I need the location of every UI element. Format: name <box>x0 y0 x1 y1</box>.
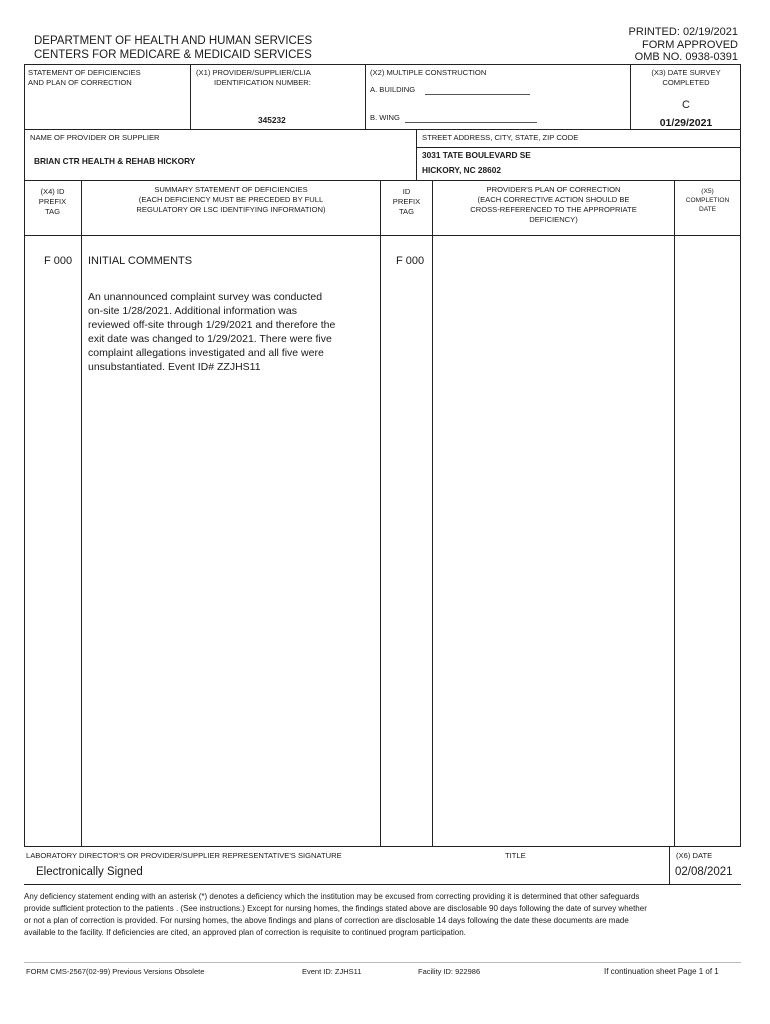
footer-form-number: FORM CMS-2567(02-99) Previous Versions Obsolete <box>26 967 205 976</box>
provider-name: BRIAN CTR HEALTH & REHAB HICKORY <box>34 156 196 166</box>
x3-label: (X3) DATE SURVEY COMPLETED <box>651 68 721 87</box>
agency-line-2: CENTERS FOR MEDICARE & MEDICAID SERVICES <box>34 49 312 61</box>
agency-line-1: DEPARTMENT OF HEALTH AND HUMAN SERVICES <box>34 35 313 47</box>
footer-event-id: Event ID: ZJHS11 <box>302 967 362 976</box>
survey-completed-date: 01/29/2021 <box>659 117 713 129</box>
col-divider-2 <box>380 180 381 846</box>
date-label: (X6) DATE <box>676 851 713 860</box>
row2-bottom-line <box>24 180 741 181</box>
id-prefix-header: ID PREFIX TAG <box>392 187 421 216</box>
form-approved: FORM APPROVED <box>642 38 738 51</box>
omb-number: OMB NO. 0938-0391 <box>634 51 738 63</box>
provider-name-label: NAME OF PROVIDER OR SUPPLIER <box>30 133 160 142</box>
building-label: A. BUILDING <box>370 85 416 94</box>
row1-divider-2 <box>365 64 366 129</box>
entry-prefix-right: F 000 <box>396 255 425 267</box>
form-meta <box>629 26 738 64</box>
frame-top-line <box>24 64 741 65</box>
col-divider-1 <box>81 180 82 846</box>
entry-text: An unannounced complaint survey was conducted on-site 1/28/2021. Additional information was reviewed off-site through 1/29/2021 and therefore the exit date was changed to 1/29/2021. There were five complaint allegations investigated and all five were unsubstantiated. Event ID# ZZJHS11 <box>88 291 336 373</box>
signature-label: LABORATORY DIRECTOR'S OR PROVIDER/SUPPLIER REPRESENTATIVE'S SIGNATURE <box>26 851 342 860</box>
col-divider-4 <box>674 180 675 846</box>
row1-divider-1 <box>190 64 191 129</box>
entry-title: INITIAL COMMENTS <box>88 255 193 267</box>
column-header-bottom-line <box>24 235 741 236</box>
completion-date-header: (X5) COMPLETION DATE <box>685 188 730 213</box>
signature-value: Electronically Signed <box>36 866 143 878</box>
disclosure-footnote: Any deficiency statement ending with an asterisk (*) denotes a deficiency which the institution may be excused from correcting providing it is determined that other safeguards provide sufficient protection to the patients . (See instructions.) Except for nursing homes, the findings stated above are disclosable 90 days following the date of survey whether or not a plan of correction is provided. For nursing homes, the above findings and plans of correction are disclosable 14 days following the date these documents are made available to the facility. If deficiencies are cited, an approved plan of correction is requisite to continued program participation. <box>24 892 647 937</box>
entry-prefix-left: F 000 <box>44 255 73 267</box>
frame-right-line <box>740 64 741 847</box>
x3-code: C <box>682 99 690 111</box>
signature-bottom-line <box>24 884 741 885</box>
printed-date: PRINTED: 02/19/2021 <box>628 26 738 38</box>
agency-header <box>34 34 312 62</box>
frame-left-line <box>24 64 25 847</box>
wing-label: B. WING <box>370 113 400 122</box>
row2-divider <box>416 129 417 180</box>
sig-divider <box>669 846 670 884</box>
footer-rule <box>24 962 741 963</box>
plan-header: PROVIDER'S PLAN OF CORRECTION (EACH CORRECTIVE ACTION SHOULD BE CROSS-REFERENCED TO THE APPROPRIATE DEFICIENCY) <box>470 185 637 224</box>
x2-label: (X2) MULTIPLE CONSTRUCTION <box>370 68 487 77</box>
provider-id-number: 345232 <box>258 115 286 125</box>
row1-divider-3 <box>630 64 631 129</box>
footer-continuation: If continuation sheet Page 1 of 1 <box>604 967 719 976</box>
x1-label: (X1) PROVIDER/SUPPLIER/CLIA IDENTIFICATION NUMBER: <box>196 68 311 87</box>
row1-bottom-line <box>24 129 741 130</box>
x4-id-prefix-header: (X4) ID PREFIX TAG <box>38 187 67 216</box>
title-label: TITLE <box>505 851 526 860</box>
wing-blank <box>405 122 537 123</box>
body-bottom-line <box>24 846 741 847</box>
address-label-line <box>416 147 741 148</box>
col-divider-3 <box>432 180 433 846</box>
street-address: 3031 TATE BOULEVARD SE <box>422 150 531 160</box>
building-blank <box>425 94 530 95</box>
city-state-zip: HICKORY, NC 28602 <box>422 165 502 175</box>
signature-date: 02/08/2021 <box>675 866 733 878</box>
footer-facility-id: Facility ID: 922986 <box>418 967 481 976</box>
address-label: STREET ADDRESS, CITY, STATE, ZIP CODE <box>422 133 579 142</box>
statement-label: STATEMENT OF DEFICIENCIES AND PLAN OF CORRECTION <box>28 68 141 87</box>
summary-header: SUMMARY STATEMENT OF DEFICIENCIES (EACH DEFICIENCY MUST BE PRECEDED BY FULL REGULATORY OR LSC IDENTIFYING INFORMATION) <box>136 185 326 214</box>
